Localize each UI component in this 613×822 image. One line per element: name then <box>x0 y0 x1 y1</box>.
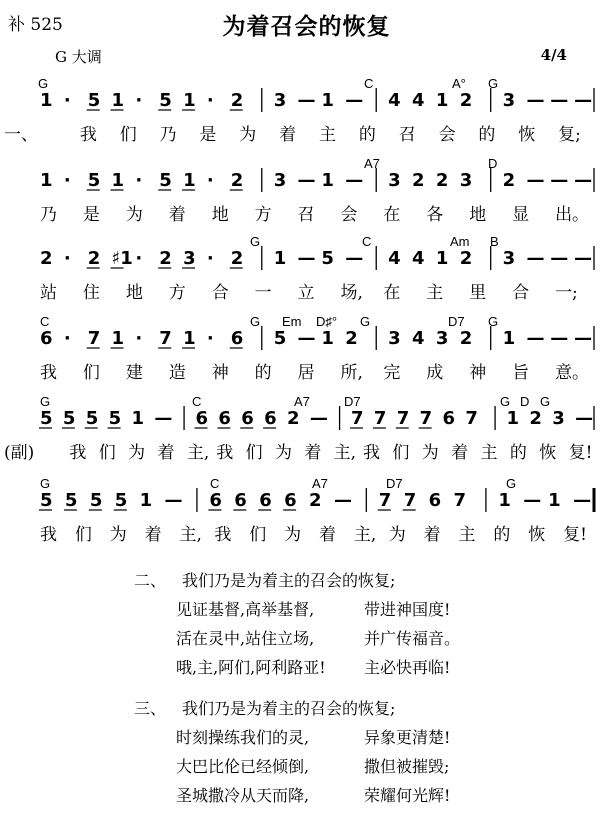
lyric-char: 神 <box>211 363 229 383</box>
note: — <box>345 170 364 191</box>
chord-symbol: A7 <box>312 476 328 491</box>
lyric-char: 为 <box>284 525 302 545</box>
note: · <box>206 248 214 269</box>
note: — <box>550 248 569 269</box>
chord-symbol: Am <box>450 234 470 249</box>
chord-symbol: A7 <box>294 394 310 409</box>
note: 2 <box>40 248 53 269</box>
key-signature: G 大调 <box>55 48 102 66</box>
note: — <box>526 248 545 269</box>
note: · <box>206 90 214 111</box>
lyric-char: 一 <box>254 283 272 303</box>
note: — <box>574 328 593 349</box>
note: 1 <box>435 90 449 111</box>
lyric-char: 着 <box>144 525 162 545</box>
lyric-char: 着 <box>279 125 297 145</box>
lyric-char: 们 <box>82 363 100 383</box>
chord-symbol: D7 <box>344 394 361 409</box>
lyric-char: 各 <box>426 205 444 225</box>
lyric-char: 地 <box>211 205 229 225</box>
note: 5 <box>87 90 101 111</box>
lyric-char: 我 <box>216 443 234 463</box>
lyric-char: 复! <box>563 525 587 545</box>
note: 2 <box>459 248 473 269</box>
lyric-char: 建 <box>125 363 143 383</box>
note: 4 <box>388 90 401 111</box>
stanza-line-part: 见证基督,高举基督, <box>176 600 315 619</box>
lyric-char: 是 <box>199 125 217 145</box>
note: 2 <box>87 248 101 269</box>
lyric-char: 为 <box>109 525 127 545</box>
lyric-char: 主 <box>319 125 336 145</box>
lyric-char: 主 <box>458 525 476 545</box>
lyric-char: 站 <box>40 283 57 303</box>
note: 2 <box>159 248 172 269</box>
note: 1 <box>40 90 53 111</box>
lyric-char: 一、 <box>4 125 38 145</box>
lyric-char: (副) <box>4 443 35 463</box>
stanza-line-part: 带进神国度! <box>364 600 451 619</box>
lyric-char: 立 <box>297 283 315 303</box>
chord-symbol: G <box>38 76 49 91</box>
note: · <box>63 170 71 191</box>
note: — <box>297 248 316 269</box>
note: 5 <box>159 170 172 191</box>
note: — <box>526 328 545 349</box>
chord-symbol: C <box>210 476 220 491</box>
chord-symbol: D <box>520 394 530 409</box>
note: 4 <box>412 90 425 111</box>
note: 4 <box>412 328 425 349</box>
lyric-char: 会 <box>438 125 456 145</box>
note: 1 <box>321 328 334 349</box>
lyric-char: 的 <box>478 125 496 145</box>
note: 1 <box>111 328 125 349</box>
lyric-char: 我 <box>40 363 57 383</box>
note: — <box>550 170 569 191</box>
lyric-char: 主 <box>426 283 444 303</box>
note: — <box>297 90 316 111</box>
note: 1 <box>183 328 196 349</box>
lyric-char: 为 <box>128 443 146 463</box>
note: — <box>297 328 316 349</box>
lyric-char: 旨 <box>512 363 530 383</box>
note: 1 <box>506 408 520 429</box>
note: 5 <box>114 490 128 511</box>
additional-stanzas <box>0 566 613 822</box>
note: 1 <box>139 490 153 511</box>
note: 4 <box>388 248 401 269</box>
lyric-char: 主 <box>480 443 498 463</box>
chord-symbol: G <box>540 394 551 409</box>
note: 1 <box>40 170 53 191</box>
note: 3 <box>273 170 287 191</box>
note: 7 <box>403 490 417 511</box>
note: 2 <box>529 408 542 429</box>
note: — <box>345 90 364 111</box>
lyric-char: 为 <box>125 205 143 225</box>
lyric-char: 的 <box>254 363 272 383</box>
chord-symbol: D7 <box>448 314 465 329</box>
note: — <box>574 248 593 269</box>
chord-symbol: C <box>192 394 202 409</box>
lyric-char: 着 <box>451 443 469 463</box>
lyric-char: 们 <box>98 443 116 463</box>
lyric-char: 所, <box>340 363 363 383</box>
stanza-number: 三、 <box>133 699 166 718</box>
chord-symbol: A° <box>452 76 466 91</box>
chord-symbol: A7 <box>364 156 380 171</box>
note: 2 <box>230 90 244 111</box>
note: · <box>63 248 71 269</box>
note: 1 <box>435 248 449 269</box>
lyric-char: 主, <box>186 443 210 463</box>
note: — <box>333 490 352 511</box>
lyric-char: 成 <box>426 363 444 383</box>
note: 7 <box>465 408 478 429</box>
lyric-char: 着 <box>157 443 175 463</box>
lyric-char: 的 <box>493 525 511 545</box>
lyric-char: 恢 <box>518 125 536 145</box>
lyric-char: 为 <box>274 443 292 463</box>
note: 6 <box>234 490 247 511</box>
note: 5 <box>64 490 78 511</box>
stanza-line-part: 活在灵中,站住立场, <box>176 629 315 648</box>
note: — <box>574 170 593 191</box>
note: · <box>63 328 71 349</box>
note: 3 <box>388 170 401 191</box>
lyric-char: 召 <box>297 205 315 225</box>
lyric-char: 里 <box>469 283 487 303</box>
note: 1 <box>131 408 145 429</box>
lyric-char: 乃 <box>159 125 177 145</box>
note: 6 <box>259 490 272 511</box>
lyric-char: 们 <box>74 525 92 545</box>
note: · <box>135 170 143 191</box>
stanza-first-line: 我们乃是为着主的召会的恢复; <box>182 699 396 718</box>
stanza-number: 二、 <box>133 571 166 590</box>
stanza-line-part: 异象更清楚! <box>364 728 451 747</box>
note: — <box>550 90 569 111</box>
note: 3 <box>183 248 196 269</box>
note: 6 <box>442 408 456 429</box>
note: — <box>575 408 594 429</box>
note: — <box>550 328 569 349</box>
lyric-char: 主, <box>333 443 357 463</box>
note: 2 <box>230 170 244 191</box>
note: 1 <box>183 90 196 111</box>
note: 4 <box>412 248 425 269</box>
note: 2 <box>435 170 449 191</box>
note: 1 <box>111 90 125 111</box>
note: 2 <box>502 170 516 191</box>
lyric-char: 复! <box>568 443 593 463</box>
lyric-char: 意。 <box>555 363 590 383</box>
lyric-char: 的 <box>509 443 527 463</box>
note: 7 <box>419 408 433 429</box>
note: 6 <box>218 408 231 429</box>
note: · <box>135 328 143 349</box>
note: — <box>574 90 593 111</box>
lyric-char: 的 <box>358 125 376 145</box>
lyric-char: 召 <box>398 125 416 145</box>
note: · <box>135 248 143 269</box>
stanza-line-part: 哦,主,阿们,阿利路亚! <box>176 658 326 677</box>
chord-symbol: G <box>250 314 261 329</box>
note: 6 <box>40 328 53 349</box>
note: 1 <box>498 490 511 511</box>
note: — <box>297 170 316 191</box>
chord-symbol: G <box>250 234 261 249</box>
note: — <box>526 90 545 111</box>
lyric-char: 居 <box>297 363 315 383</box>
note: 7 <box>453 490 467 511</box>
note: 6 <box>428 490 442 511</box>
lyric-char: 们 <box>249 525 267 545</box>
note: — <box>526 170 545 191</box>
note: 7 <box>351 408 364 429</box>
note: 5 <box>40 408 53 429</box>
note: 6 <box>241 408 254 429</box>
note: 3 <box>435 328 449 349</box>
chord-symbol: G <box>506 476 517 491</box>
time-signature: 4/4 <box>540 46 567 64</box>
note: 5 <box>273 328 287 349</box>
note: — <box>345 248 364 269</box>
lyric-char: 主, <box>179 525 202 545</box>
note: 1 <box>548 490 561 511</box>
note: 7 <box>396 408 410 429</box>
note: · <box>206 328 214 349</box>
note: 1 <box>502 328 516 349</box>
lyric-char: 造 <box>168 363 186 383</box>
note: 1 <box>321 170 334 191</box>
note: — <box>309 408 328 429</box>
lyric-char: 我 <box>79 125 97 145</box>
note: 1 <box>273 248 287 269</box>
hymn-title: 为着召会的恢复 <box>222 14 391 40</box>
lyric-char: 出。 <box>555 205 590 225</box>
chord-symbol: C <box>40 314 50 329</box>
note: — <box>573 490 592 511</box>
note: · <box>63 90 71 111</box>
note: 3 <box>388 328 401 349</box>
note: — <box>164 490 183 511</box>
note: 2 <box>309 490 322 511</box>
note: 5 <box>89 490 103 511</box>
note: 2 <box>459 328 473 349</box>
stanza-line-part: 大巴比伦已经倾倒, <box>176 757 310 776</box>
note: · <box>135 90 143 111</box>
stanza <box>0 694 613 810</box>
lyric-char: 恢 <box>528 525 546 545</box>
note: 3 <box>459 170 473 191</box>
chord-symbol: D7 <box>386 476 403 491</box>
lyric-char: 方 <box>168 283 186 303</box>
stanza-line-part: 荣耀何光辉! <box>364 786 451 805</box>
lyric-char: 们 <box>119 125 137 145</box>
stanza-line-part: 并广传福音。 <box>364 629 461 648</box>
note: 2 <box>230 248 244 269</box>
note: 1 <box>321 90 334 111</box>
lyric-char: 恢 <box>539 443 557 463</box>
stanza-line-part: 时刻操练我们的灵, <box>176 728 310 747</box>
chord-symbol: C <box>364 76 374 91</box>
note: 5 <box>40 490 53 511</box>
stanza-line-part: 撒但被摧毁; <box>364 757 450 776</box>
note: 6 <box>195 408 209 429</box>
lyric-char: 合 <box>211 283 229 303</box>
lyric-char: 地 <box>125 283 143 303</box>
stanza-line-part: 主必快再临! <box>364 658 451 677</box>
note: 7 <box>87 328 101 349</box>
note: — <box>154 408 173 429</box>
lyric-char: 地 <box>469 205 487 225</box>
note: 7 <box>159 328 172 349</box>
lyric-char: 我 <box>69 443 87 463</box>
chord-symbol: G <box>40 394 51 409</box>
note: 5 <box>87 170 101 191</box>
note: 6 <box>264 408 277 429</box>
chord-symbol: Em <box>282 314 302 329</box>
lyric-char: 们 <box>392 443 410 463</box>
note: 2 <box>345 328 358 349</box>
stanza-first-line: 我们乃是为着主的召会的恢复; <box>182 571 396 590</box>
note: 5 <box>159 90 172 111</box>
lyric-char: 神 <box>469 363 487 383</box>
lyric-char: 合 <box>512 283 530 303</box>
note: 1 <box>111 170 125 191</box>
lyric-char: 乃 <box>40 205 57 225</box>
chord-symbol: B <box>490 234 499 249</box>
chord-symbol: D♯° <box>316 314 338 329</box>
lyric-char: 为 <box>388 525 406 545</box>
note: 3 <box>502 90 516 111</box>
lyric-char: 主, <box>353 525 377 545</box>
note: · <box>206 170 214 191</box>
lyric-char: 场, <box>340 283 363 303</box>
lyric-char: 为 <box>421 443 439 463</box>
stanza <box>0 566 613 682</box>
lyric-char: 是 <box>82 205 100 225</box>
chord-symbol: G <box>488 76 499 91</box>
lyric-char: 着 <box>319 525 336 545</box>
lyric-char: 我 <box>40 525 57 545</box>
note: 3 <box>502 248 516 269</box>
lyric-char: 为 <box>239 125 257 145</box>
hymn-number: 补 525 <box>8 15 63 35</box>
lyric-char: 我 <box>214 525 232 545</box>
lyric-char: 住 <box>82 283 100 303</box>
note: 3 <box>552 408 565 429</box>
lyric-char: 在 <box>383 283 401 303</box>
note: 7 <box>378 490 392 511</box>
chord-symbol: C <box>362 234 372 249</box>
note: 1 <box>183 170 196 191</box>
note: 3 <box>273 90 287 111</box>
lyric-char: 着 <box>423 525 441 545</box>
note: 2 <box>286 408 300 429</box>
lyric-char: 一; <box>555 283 578 303</box>
note: 5 <box>321 248 334 269</box>
note: — <box>523 490 542 511</box>
chord-symbol: G <box>360 314 371 329</box>
chord-symbol: D <box>488 156 498 171</box>
lyric-char: 着 <box>304 443 322 463</box>
note: 5 <box>108 408 122 429</box>
note: 6 <box>209 490 222 511</box>
lyric-char: 方 <box>254 205 272 225</box>
lyric-char: 会 <box>340 205 358 225</box>
note: ♯1 <box>111 248 133 269</box>
lyric-char: 着 <box>168 205 186 225</box>
chord-symbol: G <box>40 476 51 491</box>
lyric-char: 完 <box>383 363 401 383</box>
note: 7 <box>373 408 387 429</box>
lyric-char: 在 <box>383 205 401 225</box>
note: 6 <box>284 490 297 511</box>
lyric-char: 显 <box>512 205 530 225</box>
note: 6 <box>230 328 244 349</box>
lyric-char: 们 <box>245 443 263 463</box>
note: 2 <box>459 90 473 111</box>
chord-symbol: G <box>500 394 511 409</box>
stanza-line-part: 圣城撒冷从天而降, <box>176 786 310 805</box>
note: 5 <box>85 408 99 429</box>
note: 5 <box>62 408 76 429</box>
note: 2 <box>412 170 425 191</box>
lyric-char: 我 <box>363 443 381 463</box>
lyric-char: 复; <box>558 125 581 145</box>
chord-symbol: G <box>488 314 499 329</box>
